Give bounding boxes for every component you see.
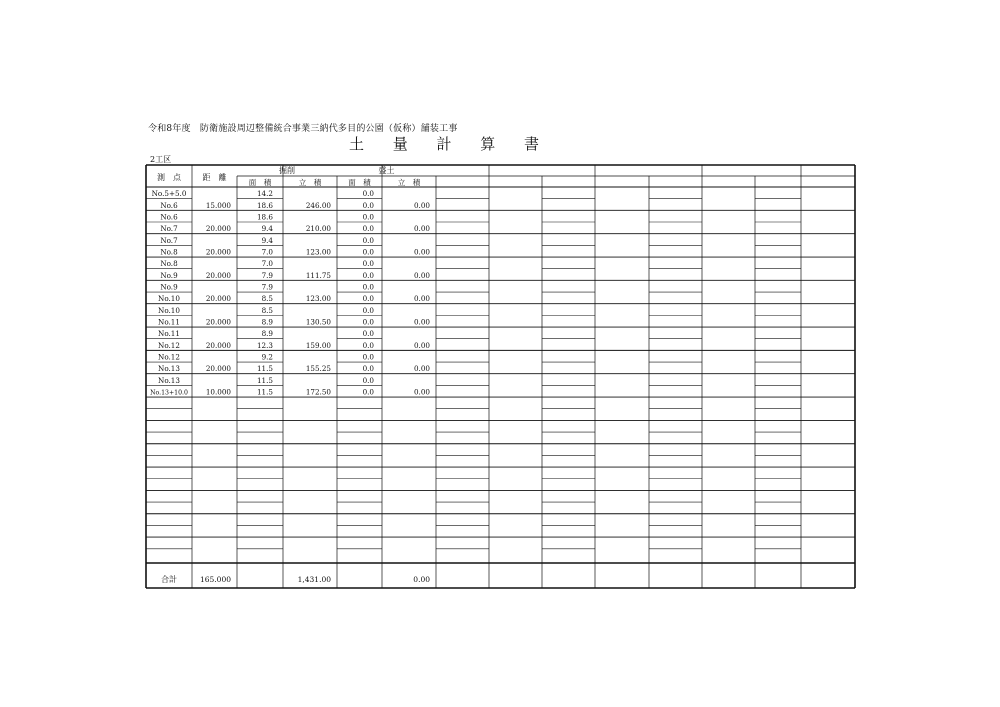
header-point: 測 点 bbox=[157, 173, 181, 182]
fill-area: 0.0 bbox=[362, 247, 374, 257]
excavation-area: 7.9 bbox=[261, 270, 273, 280]
fill-volume: 0.00 bbox=[413, 294, 430, 304]
excavation-area: 18.6 bbox=[256, 200, 273, 210]
excavation-volume: 155.25 bbox=[305, 364, 331, 374]
total-distance: 165.000 bbox=[199, 575, 231, 584]
fill-volume: 0.00 bbox=[413, 200, 430, 210]
excavation-area: 11.5 bbox=[256, 364, 273, 374]
fill-area: 0.0 bbox=[362, 235, 374, 245]
point-label: No.6 bbox=[160, 212, 178, 222]
table-grid bbox=[146, 165, 855, 588]
excavation-area: 12.3 bbox=[256, 340, 273, 350]
excavation-volume: 130.50 bbox=[305, 317, 331, 327]
excavation-area: 7.0 bbox=[261, 259, 273, 269]
excavation-area: 11.5 bbox=[256, 387, 273, 397]
document-title: 土 量 計 算 書 bbox=[348, 135, 552, 153]
fill-area: 0.0 bbox=[362, 329, 374, 339]
point-label: No.13 bbox=[158, 364, 180, 374]
excavation-volume: 123.00 bbox=[305, 247, 331, 257]
fill-area: 0.0 bbox=[362, 270, 374, 280]
point-label: No.5+5.0 bbox=[151, 189, 187, 199]
point-label: No.10 bbox=[158, 294, 180, 304]
excavation-area: 18.6 bbox=[256, 212, 273, 222]
point-label: No.8 bbox=[160, 247, 178, 257]
excavation-area: 8.5 bbox=[261, 294, 273, 304]
fill-area: 0.0 bbox=[362, 294, 374, 304]
section-label: 2工区 bbox=[150, 155, 172, 164]
point-label: No.6 bbox=[160, 200, 178, 210]
fill-volume: 0.00 bbox=[413, 247, 430, 257]
fill-volume: 0.00 bbox=[413, 317, 430, 327]
fill-volume: 0.00 bbox=[413, 364, 430, 374]
excavation-area: 7.9 bbox=[261, 282, 273, 292]
excavation-volume: 210.00 bbox=[305, 224, 331, 234]
fill-area: 0.0 bbox=[362, 200, 374, 210]
header-ex-area: 面 積 bbox=[248, 178, 272, 187]
fill-area: 0.0 bbox=[362, 189, 374, 199]
distance-value: 10.000 bbox=[205, 387, 231, 397]
excavation-volume: 123.00 bbox=[305, 294, 331, 304]
point-label: No.13+10.0 bbox=[150, 389, 188, 397]
fill-area: 0.0 bbox=[362, 282, 374, 292]
point-label: No.13 bbox=[158, 375, 180, 385]
excavation-area: 11.5 bbox=[256, 375, 273, 385]
distance-value: 20.000 bbox=[205, 317, 231, 327]
total-label: 合計 bbox=[161, 575, 177, 584]
header-fill-volume: 立 積 bbox=[397, 178, 421, 187]
excavation-area: 9.4 bbox=[261, 235, 273, 245]
header-excavation: 掘削 bbox=[279, 166, 295, 175]
distance-value: 20.000 bbox=[205, 294, 231, 304]
point-label: No.7 bbox=[160, 235, 178, 245]
project-title: 令和8年度 防衛施設周辺整備統合事業三納代多目的公園（仮称）舗装工事 bbox=[148, 124, 458, 134]
point-label: No.11 bbox=[158, 317, 180, 327]
distance-value: 20.000 bbox=[205, 340, 231, 350]
excavation-area: 7.0 bbox=[261, 247, 273, 257]
point-label: No.12 bbox=[158, 352, 180, 362]
fill-area: 0.0 bbox=[362, 387, 374, 397]
distance-value: 15.000 bbox=[205, 200, 231, 210]
excavation-area: 8.9 bbox=[261, 329, 273, 339]
point-label: No.11 bbox=[158, 329, 180, 339]
fill-area: 0.0 bbox=[362, 364, 374, 374]
header-ex-volume: 立 積 bbox=[298, 178, 322, 187]
point-label: No.12 bbox=[158, 340, 180, 350]
excavation-volume: 159.00 bbox=[305, 340, 331, 350]
point-label: No.9 bbox=[160, 270, 178, 280]
fill-area: 0.0 bbox=[362, 352, 374, 362]
excavation-volume: 246.00 bbox=[305, 200, 331, 210]
point-label: No.10 bbox=[158, 305, 180, 315]
fill-area: 0.0 bbox=[362, 212, 374, 222]
fill-area: 0.0 bbox=[362, 375, 374, 385]
point-label: No.8 bbox=[160, 259, 178, 269]
excavation-area: 9.2 bbox=[261, 352, 273, 362]
distance-value: 20.000 bbox=[205, 224, 231, 234]
fill-area: 0.0 bbox=[362, 340, 374, 350]
distance-value: 20.000 bbox=[205, 270, 231, 280]
distance-value: 20.000 bbox=[205, 364, 231, 374]
total-fill-volume: 0.00 bbox=[413, 575, 430, 584]
excavation-area: 8.5 bbox=[261, 305, 273, 315]
point-label: No.9 bbox=[160, 282, 178, 292]
excavation-area: 8.9 bbox=[261, 317, 273, 327]
header-fill: 盛土 bbox=[378, 166, 395, 175]
excavation-volume: 111.75 bbox=[305, 270, 331, 280]
fill-area: 0.0 bbox=[362, 224, 374, 234]
header-distance: 距 離 bbox=[202, 173, 227, 182]
total-excavation-volume: 1,431.00 bbox=[297, 575, 331, 584]
fill-area: 0.0 bbox=[362, 259, 374, 269]
point-label: No.7 bbox=[160, 224, 178, 234]
fill-area: 0.0 bbox=[362, 317, 374, 327]
fill-volume: 0.00 bbox=[413, 340, 430, 350]
fill-volume: 0.00 bbox=[413, 224, 430, 234]
distance-value: 20.000 bbox=[205, 247, 231, 257]
fill-volume: 0.00 bbox=[413, 387, 430, 397]
excavation-area: 14.2 bbox=[256, 189, 273, 199]
excavation-volume: 172.50 bbox=[305, 387, 331, 397]
header-fill-area: 面 積 bbox=[348, 178, 371, 187]
excavation-area: 9.4 bbox=[261, 224, 273, 234]
fill-volume: 0.00 bbox=[413, 270, 430, 280]
fill-area: 0.0 bbox=[362, 305, 374, 315]
